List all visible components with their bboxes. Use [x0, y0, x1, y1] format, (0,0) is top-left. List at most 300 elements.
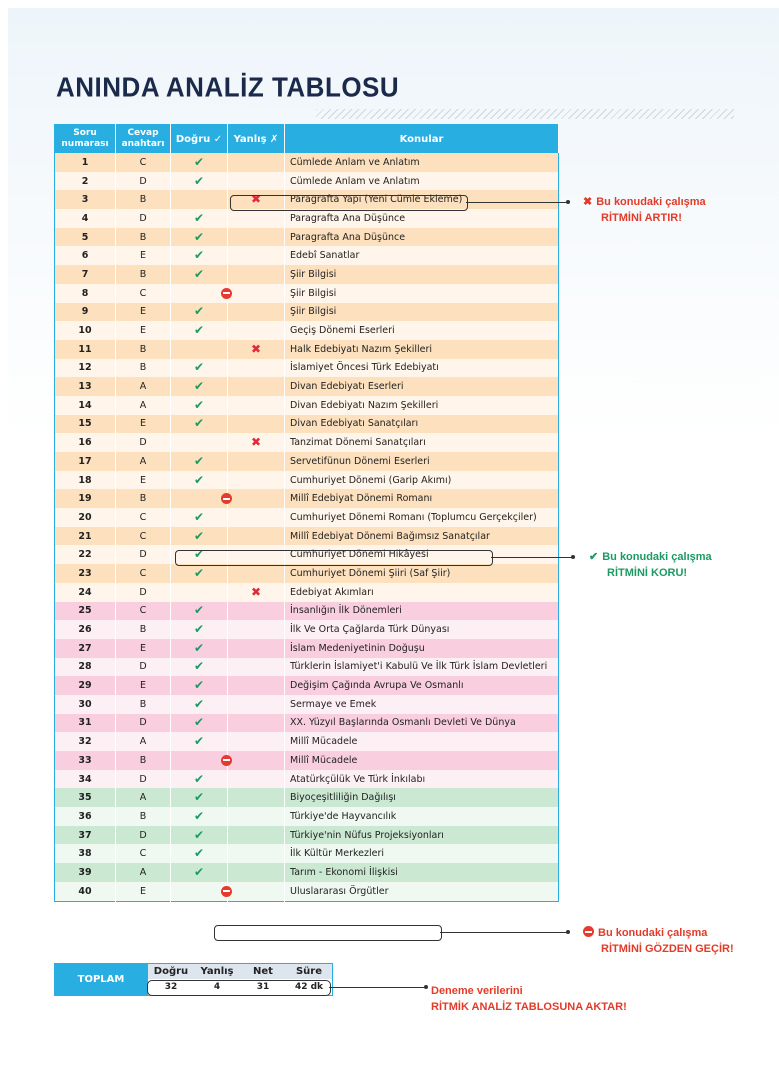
wrong-cell: [228, 433, 285, 452]
check-icon: ✔: [193, 790, 205, 805]
minus-circle-icon: [221, 886, 232, 897]
question-number: 27: [55, 639, 116, 658]
check-icon: ✔: [193, 603, 205, 618]
total-header-wrong: Yanlış: [194, 964, 240, 980]
callout-dot-correct: [571, 555, 575, 559]
answer-key: C: [116, 284, 171, 303]
question-number: 3: [55, 190, 116, 209]
correct-cell: [171, 545, 228, 564]
question-number: 15: [55, 415, 116, 434]
minus-circle-icon: [221, 493, 232, 504]
wrong-cell: [228, 527, 285, 546]
wrong-cell: [228, 508, 285, 527]
check-icon: ✔: [193, 827, 205, 842]
answer-key: D: [116, 583, 171, 602]
wrong-cell: [228, 770, 285, 789]
topic: Tarım - Ekonomi İlişkisi: [285, 863, 559, 882]
answer-key: E: [116, 676, 171, 695]
question-number: 10: [55, 321, 116, 340]
topic: Cumhuriyet Dönemi Şiiri (Saf Şiir): [285, 564, 559, 583]
table-row: [55, 714, 559, 733]
table-row: [55, 620, 559, 639]
cross-icon: ✖: [250, 584, 262, 599]
cross-icon: ✖: [250, 192, 262, 207]
answer-key: C: [116, 844, 171, 863]
question-number: 40: [55, 882, 116, 901]
check-icon: ✔: [193, 304, 205, 319]
question-number: 37: [55, 826, 116, 845]
question-number: 6: [55, 246, 116, 265]
question-number: 9: [55, 303, 116, 322]
correct-cell: [171, 807, 228, 826]
question-number: 16: [55, 433, 116, 452]
question-number: 13: [55, 377, 116, 396]
topic: İslam Medeniyetinin Doğuşu: [285, 639, 559, 658]
answer-key: D: [116, 209, 171, 228]
wrong-cell: [228, 172, 285, 191]
table-row: [55, 807, 559, 826]
correct-cell: [171, 788, 228, 807]
wrong-cell: [228, 564, 285, 583]
answer-key: B: [116, 228, 171, 247]
table-row: [55, 228, 559, 247]
correct-cell: [171, 471, 228, 490]
table-row: [55, 695, 559, 714]
table-row: [55, 321, 559, 340]
answer-key: D: [116, 172, 171, 191]
header-answer-key: Cevap anahtarı: [116, 125, 171, 154]
answer-key: A: [116, 732, 171, 751]
callout-dot-wrong: [566, 200, 570, 204]
wrong-cell: [228, 863, 285, 882]
minus-circle-icon: [221, 755, 232, 766]
answer-key: E: [116, 882, 171, 901]
question-number: 38: [55, 844, 116, 863]
answer-key: E: [116, 246, 171, 265]
table-row: [55, 583, 559, 602]
check-icon: ✔: [193, 846, 205, 861]
correct-cell: [171, 377, 228, 396]
wrong-cell: [228, 321, 285, 340]
topic: Şiir Bilgisi: [285, 265, 559, 284]
correct-cell: [171, 770, 228, 789]
wrong-cell: [228, 452, 285, 471]
total-header-time: Süre: [286, 964, 333, 980]
table-row: [55, 527, 559, 546]
table-row: [55, 545, 559, 564]
callout-line-blank: [440, 932, 568, 933]
wrong-cell: [228, 545, 285, 564]
correct-cell: [171, 620, 228, 639]
answer-key: B: [116, 190, 171, 209]
question-number: 26: [55, 620, 116, 639]
table-header-row: [55, 125, 559, 154]
topic: Sermaye ve Emek: [285, 695, 559, 714]
table-row: [55, 770, 559, 789]
table-row: [55, 153, 559, 172]
wrong-cell: [228, 396, 285, 415]
topic: Halk Edebiyatı Nazım Şekilleri: [285, 340, 559, 359]
check-icon: ✔: [589, 551, 599, 563]
callout-line-wrong: [466, 202, 568, 203]
topic: Cumhuriyet Dönemi Romanı (Toplumcu Gerçekçiler): [285, 508, 559, 527]
question-number: 4: [55, 209, 116, 228]
table-row: [55, 471, 559, 490]
question-number: 24: [55, 583, 116, 602]
correct-cell: [171, 359, 228, 378]
check-icon: ✔: [193, 266, 205, 281]
answer-key: C: [116, 153, 171, 172]
correct-cell: [171, 433, 228, 452]
table-row: [55, 377, 559, 396]
wrong-cell: [228, 340, 285, 359]
answer-key: D: [116, 770, 171, 789]
topic: Edebiyat Akımları: [285, 583, 559, 602]
correct-cell: [171, 714, 228, 733]
answer-key: B: [116, 620, 171, 639]
answer-key: D: [116, 826, 171, 845]
table-row: [55, 639, 559, 658]
table-row: [55, 788, 559, 807]
check-icon: ✔: [193, 715, 205, 730]
correct-cell: [171, 583, 228, 602]
question-number: 22: [55, 545, 116, 564]
wrong-cell: [228, 471, 285, 490]
correct-cell: [171, 415, 228, 434]
total-box: [54, 963, 333, 996]
question-number: 18: [55, 471, 116, 490]
header-correct: Doğru ✓: [171, 125, 228, 154]
header-question-number: Soru numarası: [55, 125, 116, 154]
topic: Tanzimat Dönemi Sanatçıları: [285, 433, 559, 452]
table-row: [55, 303, 559, 322]
correct-cell: [171, 340, 228, 359]
question-number: 31: [55, 714, 116, 733]
correct-cell: [171, 695, 228, 714]
check-icon: ✔: [193, 696, 205, 711]
topic: Şiir Bilgisi: [285, 303, 559, 322]
answer-key: A: [116, 788, 171, 807]
correct-cell: [171, 303, 228, 322]
correct-cell: [171, 527, 228, 546]
wrong-cell: [228, 751, 285, 770]
answer-key: E: [116, 303, 171, 322]
total-table: [148, 963, 333, 996]
table-row: [55, 209, 559, 228]
topic: Türkiye'nin Nüfus Projeksiyonları: [285, 826, 559, 845]
callout-dot-total: [424, 985, 428, 989]
question-number: 7: [55, 265, 116, 284]
check-icon: ✔: [193, 453, 205, 468]
answer-key: C: [116, 602, 171, 621]
topic: Geçiş Dönemi Eserleri: [285, 321, 559, 340]
check-icon: ✔: [193, 248, 205, 263]
topic: Uluslararası Örgütler: [285, 882, 559, 901]
answer-key: A: [116, 863, 171, 882]
wrong-cell: [228, 303, 285, 322]
header-topics: Konular: [285, 125, 559, 154]
correct-cell: [171, 863, 228, 882]
answer-key: E: [116, 415, 171, 434]
check-icon: ✔: [193, 397, 205, 412]
check-icon: ✔: [193, 229, 205, 244]
wrong-cell: [228, 228, 285, 247]
correct-cell: [171, 265, 228, 284]
topic: Atatürkçülük Ve Türk İnkılabı: [285, 770, 559, 789]
topic: Millî Mücadele: [285, 751, 559, 770]
topic: Paragrafta Ana Düşünce: [285, 209, 559, 228]
table-row: [55, 826, 559, 845]
check-icon: ✔: [193, 622, 205, 637]
wrong-cell: [228, 676, 285, 695]
answer-key: B: [116, 807, 171, 826]
answer-key: D: [116, 545, 171, 564]
answer-key: A: [116, 396, 171, 415]
table-row: [55, 246, 559, 265]
question-number: 28: [55, 658, 116, 677]
question-number: 1: [55, 153, 116, 172]
question-number: 14: [55, 396, 116, 415]
table-row: [55, 489, 559, 508]
check-icon: ✔: [193, 210, 205, 225]
callout-dot-blank: [566, 930, 570, 934]
check-icon: ✔: [193, 472, 205, 487]
check-icon: ✔: [193, 323, 205, 338]
question-number: 36: [55, 807, 116, 826]
check-icon: ✔: [193, 416, 205, 431]
table-row: [55, 508, 559, 527]
table-row: [55, 844, 559, 863]
check-icon: ✔: [193, 565, 205, 580]
correct-cell: [171, 396, 228, 415]
table-row: [55, 433, 559, 452]
topic: Değişim Çağında Avrupa Ve Osmanlı: [285, 676, 559, 695]
correct-cell: [171, 564, 228, 583]
callout-line-correct: [491, 557, 573, 558]
wrong-cell: [228, 714, 285, 733]
cross-icon: ✖: [583, 196, 593, 208]
callout-line-total: [329, 987, 425, 988]
wrong-cell: [228, 190, 285, 209]
topic: İlk Ve Orta Çağlarda Türk Dünyası: [285, 620, 559, 639]
total-value-time: 42 dk: [294, 982, 324, 992]
note-total: Deneme verilerini RİTMİK ANALİZ TABLOSUNA AKTAR!: [431, 985, 627, 1013]
answer-key: D: [116, 714, 171, 733]
correct-cell: [171, 826, 228, 845]
total-value-correct: 32: [164, 982, 178, 992]
correct-cell: [171, 658, 228, 677]
correct-cell: [171, 844, 228, 863]
topic: Divan Edebiyatı Eserleri: [285, 377, 559, 396]
cross-icon: ✖: [250, 341, 262, 356]
wrong-cell: [228, 359, 285, 378]
topic: Divan Edebiyatı Sanatçıları: [285, 415, 559, 434]
wrong-cell: [228, 377, 285, 396]
correct-cell: [171, 508, 228, 527]
topic: Millî Mücadele: [285, 732, 559, 751]
check-icon: ✔: [193, 379, 205, 394]
wrong-cell: [228, 788, 285, 807]
topic: Türkiye'de Hayvancılık: [285, 807, 559, 826]
wrong-cell: [228, 583, 285, 602]
answer-key: A: [116, 452, 171, 471]
table-row: [55, 265, 559, 284]
wrong-cell: [228, 284, 285, 303]
check-icon: ✔: [193, 864, 205, 879]
question-number: 2: [55, 172, 116, 191]
total-label: TOPLAM: [54, 963, 148, 996]
check-icon: ✔: [193, 640, 205, 655]
topic: Millî Edebiyat Dönemi Romanı: [285, 489, 559, 508]
wrong-cell: [228, 246, 285, 265]
table-row: [55, 452, 559, 471]
answer-key: C: [116, 527, 171, 546]
correct-cell: [171, 321, 228, 340]
check-icon: ✔: [193, 808, 205, 823]
wrong-cell: [228, 695, 285, 714]
correct-cell: [171, 246, 228, 265]
answer-key: B: [116, 359, 171, 378]
answer-key: B: [116, 340, 171, 359]
table-row: [55, 172, 559, 191]
wrong-cell: [228, 209, 285, 228]
note-wrong: ✖ Bu konudaki çalışma RİTMİNİ ARTIR!: [583, 196, 706, 224]
answer-key: E: [116, 639, 171, 658]
check-icon: ✔: [193, 659, 205, 674]
answer-key: B: [116, 489, 171, 508]
question-number: 23: [55, 564, 116, 583]
topic: Şiir Bilgisi: [285, 284, 559, 303]
check-icon: ✔: [193, 678, 205, 693]
total-header-correct: Doğru: [148, 964, 194, 980]
answer-key: C: [116, 508, 171, 527]
wrong-cell: [228, 620, 285, 639]
topic: Paragrafta Ana Düşünce: [285, 228, 559, 247]
total-value-wrong: 4: [213, 982, 221, 992]
correct-cell: [171, 172, 228, 191]
cross-icon: ✖: [250, 435, 262, 450]
correct-cell: [171, 751, 228, 770]
analysis-table: [54, 124, 559, 902]
question-number: 34: [55, 770, 116, 789]
minus-circle-icon: [583, 926, 594, 937]
wrong-cell: [228, 415, 285, 434]
correct-cell: [171, 639, 228, 658]
wrong-cell: [228, 844, 285, 863]
minus-circle-icon: [221, 288, 232, 299]
table-row: [55, 676, 559, 695]
table-row: [55, 863, 559, 882]
question-number: 35: [55, 788, 116, 807]
correct-cell: [171, 452, 228, 471]
check-icon: ✔: [193, 734, 205, 749]
check-icon: ✔: [193, 771, 205, 786]
question-number: 33: [55, 751, 116, 770]
question-number: 21: [55, 527, 116, 546]
topic: Servetifünun Dönemi Eserleri: [285, 452, 559, 471]
table-row: [55, 564, 559, 583]
wrong-cell: [228, 639, 285, 658]
topic: Cümlede Anlam ve Anlatım: [285, 153, 559, 172]
answer-key: B: [116, 695, 171, 714]
question-number: 20: [55, 508, 116, 527]
wrong-cell: [228, 658, 285, 677]
correct-cell: [171, 602, 228, 621]
question-number: 19: [55, 489, 116, 508]
topic: XX. Yüzyıl Başlarında Osmanlı Devleti Ve Dünya: [285, 714, 559, 733]
answer-key: B: [116, 265, 171, 284]
question-number: 29: [55, 676, 116, 695]
wrong-cell: [228, 153, 285, 172]
question-number: 12: [55, 359, 116, 378]
check-icon: ✔: [193, 509, 205, 524]
check-icon: ✔: [193, 547, 205, 562]
table-row: [55, 190, 559, 209]
topic: Edebî Sanatlar: [285, 246, 559, 265]
question-number: 8: [55, 284, 116, 303]
topic: Cumhuriyet Dönemi (Garip Akımı): [285, 471, 559, 490]
answer-key: B: [116, 751, 171, 770]
topic: İslamiyet Öncesi Türk Edebiyatı: [285, 359, 559, 378]
correct-cell: [171, 882, 228, 901]
question-number: 17: [55, 452, 116, 471]
table-row: [55, 284, 559, 303]
check-icon: ✔: [193, 173, 205, 188]
correct-cell: [171, 284, 228, 303]
check-icon: ✔: [193, 528, 205, 543]
page-title: ANINDA ANALİZ TABLOSU: [56, 71, 400, 103]
topic: İlk Kültür Merkezleri: [285, 844, 559, 863]
title-hatch-decoration: [316, 109, 734, 119]
table-row: [55, 658, 559, 677]
answer-key: E: [116, 471, 171, 490]
note-blank: Bu konudaki çalışma RİTMİNİ GÖZDEN GEÇİR!: [583, 925, 734, 957]
correct-cell: [171, 228, 228, 247]
topic: Cumhuriyet Dönemi Hikâyesi: [285, 545, 559, 564]
topic: Millî Edebiyat Dönemi Bağımsız Sanatçılar: [285, 527, 559, 546]
correct-cell: [171, 153, 228, 172]
answer-key: A: [116, 377, 171, 396]
answer-key: D: [116, 658, 171, 677]
note-correct: ✔ Bu konudaki çalışma RİTMİNİ KORU!: [589, 551, 712, 579]
correct-cell: [171, 732, 228, 751]
topic: Cümlede Anlam ve Anlatım: [285, 172, 559, 191]
table-row: [55, 882, 559, 901]
wrong-cell: [228, 826, 285, 845]
answer-key: E: [116, 321, 171, 340]
wrong-cell: [228, 807, 285, 826]
table-row: [55, 396, 559, 415]
wrong-cell: [228, 732, 285, 751]
correct-cell: [171, 190, 228, 209]
check-icon: ✔: [193, 154, 205, 169]
answer-key: C: [116, 564, 171, 583]
topic: Divan Edebiyatı Nazım Şekilleri: [285, 396, 559, 415]
question-number: 25: [55, 602, 116, 621]
topic: İnsanlığın İlk Dönemleri: [285, 602, 559, 621]
table-row: [55, 602, 559, 621]
wrong-cell: [228, 265, 285, 284]
correct-cell: [171, 489, 228, 508]
table-row: [55, 751, 559, 770]
correct-cell: [171, 209, 228, 228]
question-number: 30: [55, 695, 116, 714]
correct-cell: [171, 676, 228, 695]
table-row: [55, 359, 559, 378]
table-row: [55, 415, 559, 434]
answer-key: D: [116, 433, 171, 452]
wrong-cell: [228, 489, 285, 508]
